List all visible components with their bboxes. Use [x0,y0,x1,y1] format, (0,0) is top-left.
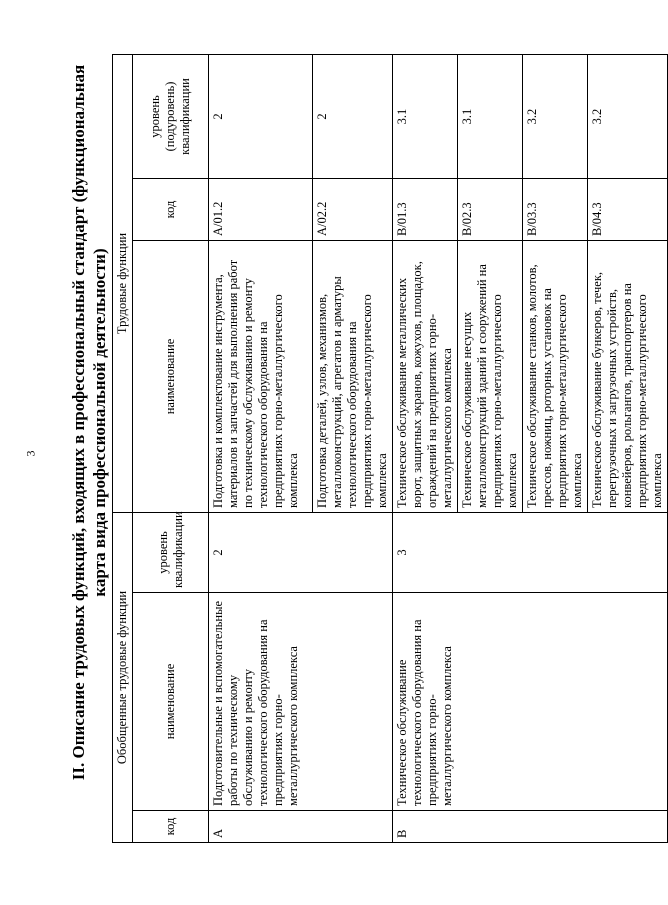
function-code: A/02.2 [313,179,393,241]
function-level: 2 [313,54,393,178]
group-name: Техническое обслуживание технологического оборудования на предприятиях горно-металлургического комплекса [393,593,668,811]
header-generalized: Обобщенные трудовые функции [113,513,133,843]
function-name: Подготовка и комплектование инструмента, материалов и запчастей для выполнения работ по техническому обслуживанию и ремонту технологического оборудования на предприятиях горно-металлургического комплекса [209,241,313,513]
function-level: 3.2 [523,54,588,178]
function-level: 3.1 [393,54,458,178]
function-code: B/02.3 [458,179,523,241]
function-name: Техническое обслуживание бункеров, течек, перегрузочных и загрузочных устройств, конвейеров, рольгангов, транспортеров на предприятиях горно-металлургического комплекса [588,241,668,513]
functional-map-table [112,54,668,843]
group-name: Подготовительные и вспомогательные работы по техническому обслуживанию и ремонту технологического оборудования на предприятиях горно-металлургического комплекса [209,593,393,811]
header-sublevel: уровень (подуровень) квалификации [133,54,209,178]
function-code: B/01.3 [393,179,458,241]
page-number: 3 [23,450,38,457]
header-row-1 [113,54,133,842]
function-code: B/04.3 [588,179,668,241]
function-name: Техническое обслуживание металлических ворот, защитных экранов, кожухов, площадок, ограждений на предприятиях горно-металлургического комплекса [393,241,458,513]
group-level: 2 [209,513,393,593]
table-row [393,54,458,842]
header-name: наименование [133,593,209,811]
header-code: код [133,811,209,843]
group-code: В [393,811,668,843]
function-level: 3.1 [458,54,523,178]
function-name: Техническое обслуживание станков, молотов, прессов, ножниц, роторных установок на предприятиях горно-металлургического комплекса [523,241,588,513]
group-code: А [209,811,393,843]
function-name: Подготовка деталей, узлов, механизмов, металлоконструкций, агрегатов и арматуры технологического оборудования на предприятиях горно-металлургического комплекса [313,241,393,513]
function-code: A/01.2 [209,179,313,241]
section-title: II. Описание трудовых функций, входящих в профессиональный стандарт (функциональная карта вида профессиональной деятельности) [69,64,109,781]
table-row [209,54,313,842]
group-level: 3 [393,513,668,593]
header-labor: Трудовые функции [113,54,133,512]
function-name: Техническое обслуживание несущих металлоконструкций зданий и сооружений на предприятиях горно-металлургического комплекса [458,241,523,513]
header-level: уровень квалификации [133,513,209,593]
function-level: 3.2 [588,54,668,178]
function-level: 2 [209,54,313,178]
header-function-code: код [133,179,209,241]
header-function-name: наименование [133,241,209,513]
header-row-2 [133,54,209,842]
function-code: B/03.3 [523,179,588,241]
